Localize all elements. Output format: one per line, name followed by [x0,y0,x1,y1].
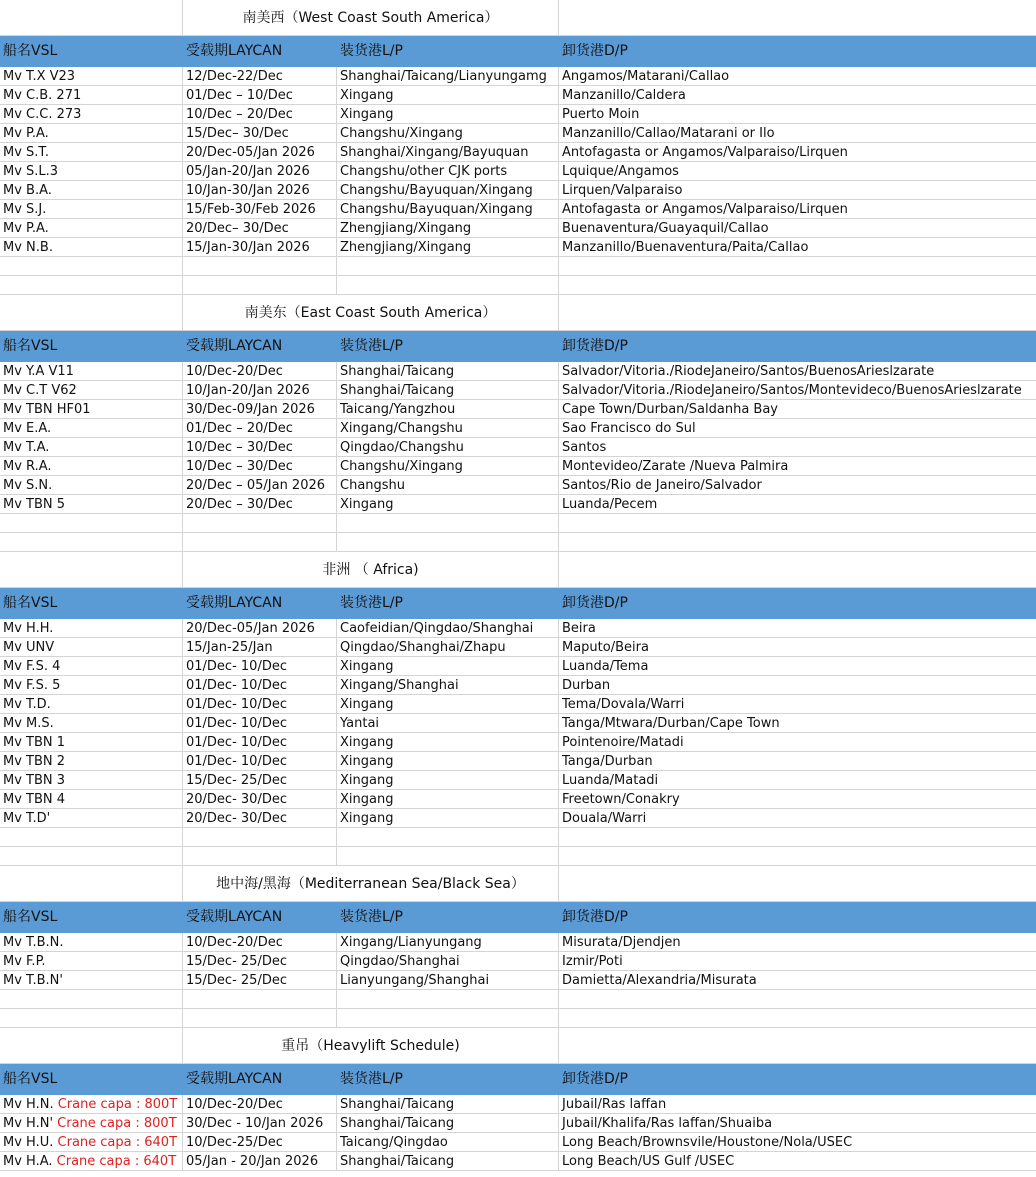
empty-cell [0,533,183,552]
laycan-cell: 20/Dec– 30/Dec [183,219,337,238]
empty-cell [0,1028,183,1064]
vessel-cell: Mv H.N. Crane capa : 800T [0,1095,183,1114]
table-row [0,714,1036,733]
empty-cell [559,514,1036,533]
column-header: 卸货港D/P [559,588,1036,619]
empty-cell [337,533,559,552]
vessel-cell: Mv F.S. 5 [0,676,183,695]
loading-port-cell: Xingang [337,105,559,124]
table-row [0,457,1036,476]
table-row [0,438,1036,457]
section-title-row [0,1028,1036,1064]
vessel-cell: Mv TBN 5 [0,495,183,514]
laycan-cell: 30/Dec-09/Jan 2026 [183,400,337,419]
table-header-row [0,36,1036,67]
laycan-cell: 12/Dec-22/Dec [183,67,337,86]
empty-cell [337,514,559,533]
vessel-cell: Mv B.A. [0,181,183,200]
loading-port-cell: Xingang [337,495,559,514]
section-title-row [0,295,1036,331]
empty-cell [337,847,559,866]
vessel-cell: Mv UNV [0,638,183,657]
table-row [0,790,1036,809]
vessel-cell: Mv F.P. [0,952,183,971]
discharge-port-cell: Luanda/Matadi [559,771,1036,790]
loading-port-cell: Changshu/Xingang [337,457,559,476]
column-header: 装货港L/P [337,588,559,619]
loading-port-cell: Xingang [337,790,559,809]
laycan-cell: 10/Dec – 20/Dec [183,105,337,124]
empty-cell [559,533,1036,552]
discharge-port-cell: Santos/Rio de Janeiro/Salvador [559,476,1036,495]
empty-cell [559,552,1036,588]
table-row [0,933,1036,952]
vessel-cell: Mv P.A. [0,219,183,238]
loading-port-cell: Zhengjiang/Xingang [337,219,559,238]
discharge-port-cell: Salvador/Vitoria./RiodeJaneiro/Santos/BuenosArieslzarate [559,362,1036,381]
vessel-cell: Mv TBN 1 [0,733,183,752]
table-header-row [0,588,1036,619]
laycan-cell: 01/Dec – 20/Dec [183,419,337,438]
empty-cell [0,552,183,588]
empty-cell [183,847,337,866]
discharge-port-cell: Antofagasta or Angamos/Valparaiso/Lirquen [559,143,1036,162]
loading-port-cell: Shanghai/Taicang [337,381,559,400]
vessel-cell: Mv T.X V23 [0,67,183,86]
column-header: 受载期LAYCAN [183,36,337,67]
empty-cell [0,828,183,847]
table-row [0,952,1036,971]
loading-port-cell: Shanghai/Taicang [337,362,559,381]
laycan-cell: 10/Jan-30/Jan 2026 [183,181,337,200]
vessel-cell: Mv M.S. [0,714,183,733]
laycan-cell: 15/Dec– 30/Dec [183,124,337,143]
table-row [0,476,1036,495]
laycan-cell: 01/Dec- 10/Dec [183,676,337,695]
empty-cell [183,276,337,295]
discharge-port-cell: Long Beach/US Gulf /USEC [559,1152,1036,1171]
section-title: 南美东（East Coast South America） [183,295,559,331]
empty-cell [0,847,183,866]
discharge-port-cell: Freetown/Conakry [559,790,1036,809]
loading-port-cell: Xingang/Shanghai [337,676,559,695]
empty-cell [559,1028,1036,1064]
table-row [0,67,1036,86]
empty-cell [183,514,337,533]
column-header: 卸货港D/P [559,331,1036,362]
table-row [0,105,1036,124]
loading-port-cell: Xingang [337,657,559,676]
table-row [0,676,1036,695]
loading-port-cell: Xingang [337,771,559,790]
laycan-cell: 01/Dec- 10/Dec [183,733,337,752]
section-title: 地中海/黑海（Mediterranean Sea/Black Sea） [183,866,559,902]
empty-row [0,257,1036,276]
vessel-cell: Mv TBN 3 [0,771,183,790]
discharge-port-cell: Montevideo/Zarate /Nueva Palmira [559,457,1036,476]
empty-cell [559,1009,1036,1028]
table-row [0,143,1036,162]
empty-cell [559,866,1036,902]
table-row [0,400,1036,419]
table-row [0,809,1036,828]
loading-port-cell: Qingdao/Changshu [337,438,559,457]
discharge-port-cell: Salvador/Vitoria./RiodeJaneiro/Santos/Montevideco/BuenosArieslzarate [559,381,1036,400]
empty-cell [0,295,183,331]
vessel-cell: Mv TBN HF01 [0,400,183,419]
column-header: 受载期LAYCAN [183,902,337,933]
table-row [0,381,1036,400]
discharge-port-cell: Lirquen/Valparaiso [559,181,1036,200]
vessel-cell: Mv E.A. [0,419,183,438]
empty-cell [0,276,183,295]
empty-cell [0,1009,183,1028]
table-row [0,619,1036,638]
table-row [0,162,1036,181]
laycan-cell: 20/Dec- 30/Dec [183,809,337,828]
table-row [0,771,1036,790]
empty-cell [559,990,1036,1009]
vessel-cell: Mv C.T V62 [0,381,183,400]
loading-port-cell: Shanghai/Taicang/Lianyungamg [337,67,559,86]
vessel-cell: Mv C.B. 271 [0,86,183,105]
discharge-port-cell: Jubail/Ras laffan [559,1095,1036,1114]
column-header: 卸货港D/P [559,902,1036,933]
loading-port-cell: Qingdao/Shanghai/Zhapu [337,638,559,657]
section-title: 非洲 （ Africa) [183,552,559,588]
column-header: 船名VSL [0,588,183,619]
laycan-cell: 30/Dec - 10/Jan 2026 [183,1114,337,1133]
section-title-row [0,0,1036,36]
loading-port-cell: Xingang/Lianyungang [337,933,559,952]
empty-cell [0,514,183,533]
vessel-cell: Mv T.B.N' [0,971,183,990]
empty-cell [0,866,183,902]
discharge-port-cell: Luanda/Tema [559,657,1036,676]
loading-port-cell: Xingang [337,86,559,105]
empty-row [0,514,1036,533]
discharge-port-cell: Douala/Warri [559,809,1036,828]
table-row [0,638,1036,657]
section-title: 南美西（West Coast South America） [183,0,559,36]
empty-cell [337,276,559,295]
loading-port-cell: Shanghai/Taicang [337,1095,559,1114]
column-header: 受载期LAYCAN [183,1064,337,1095]
table-row [0,1114,1036,1133]
empty-cell [0,257,183,276]
empty-row [0,828,1036,847]
laycan-cell: 15/Jan-30/Jan 2026 [183,238,337,257]
column-header: 装货港L/P [337,1064,559,1095]
table-row [0,181,1036,200]
laycan-cell: 20/Dec – 30/Dec [183,495,337,514]
discharge-port-cell: Durban [559,676,1036,695]
discharge-port-cell: Tanga/Mtwara/Durban/Cape Town [559,714,1036,733]
empty-cell [559,276,1036,295]
loading-port-cell: Taicang/Yangzhou [337,400,559,419]
laycan-cell: 05/Jan - 20/Jan 2026 [183,1152,337,1171]
loading-port-cell: Changshu/Xingang [337,124,559,143]
vessel-cell: Mv P.A. [0,124,183,143]
empty-row [0,276,1036,295]
loading-port-cell: Zhengjiang/Xingang [337,238,559,257]
empty-cell [0,990,183,1009]
column-header: 装货港L/P [337,902,559,933]
vessel-cell: Mv T.A. [0,438,183,457]
table-header-row [0,1064,1036,1095]
vessel-cell: Mv C.C. 273 [0,105,183,124]
laycan-cell: 20/Dec-05/Jan 2026 [183,143,337,162]
discharge-port-cell: Puerto Moin [559,105,1036,124]
empty-row [0,847,1036,866]
discharge-port-cell: Antofagasta or Angamos/Valparaiso/Lirquen [559,200,1036,219]
vessel-cell: Mv T.D' [0,809,183,828]
discharge-port-cell: Manzanillo/Buenaventura/Paita/Callao [559,238,1036,257]
vessel-cell: Mv S.L.3 [0,162,183,181]
table-row [0,1095,1036,1114]
vessel-cell: Mv R.A. [0,457,183,476]
vessel-cell: Mv H.A. Crane capa : 640T [0,1152,183,1171]
discharge-port-cell: Pointenoire/Matadi [559,733,1036,752]
discharge-port-cell: Tema/Dovala/Warri [559,695,1036,714]
section-title-row [0,866,1036,902]
discharge-port-cell: Tanga/Durban [559,752,1036,771]
discharge-port-cell: Izmir/Poti [559,952,1036,971]
column-header: 船名VSL [0,331,183,362]
crane-capacity: Crane capa : 640T [57,1135,178,1150]
table-row [0,362,1036,381]
section-title-row [0,552,1036,588]
laycan-cell: 10/Dec-20/Dec [183,362,337,381]
discharge-port-cell: Luanda/Pecem [559,495,1036,514]
vessel-cell: Mv H.H. [0,619,183,638]
discharge-port-cell: Long Beach/Brownsvile/Houstone/Nola/USEC [559,1133,1036,1152]
table-row [0,695,1036,714]
loading-port-cell: Changshu [337,476,559,495]
vessel-cell: Mv TBN 4 [0,790,183,809]
laycan-cell: 01/Dec – 10/Dec [183,86,337,105]
loading-port-cell: Changshu/other CJK ports [337,162,559,181]
vessel-cell: Mv TBN 2 [0,752,183,771]
laycan-cell: 10/Dec – 30/Dec [183,457,337,476]
laycan-cell: 20/Dec- 30/Dec [183,790,337,809]
empty-cell [559,0,1036,36]
laycan-cell: 15/Feb-30/Feb 2026 [183,200,337,219]
table-row [0,124,1036,143]
loading-port-cell: Shanghai/Taicang [337,1114,559,1133]
table-row [0,86,1036,105]
table-header-row [0,331,1036,362]
empty-cell [559,257,1036,276]
vessel-cell: Mv T.D. [0,695,183,714]
laycan-cell: 10/Dec-25/Dec [183,1133,337,1152]
empty-cell [337,828,559,847]
table-row [0,752,1036,771]
empty-cell [337,257,559,276]
vessel-cell: Mv S.N. [0,476,183,495]
table-row [0,657,1036,676]
laycan-cell: 10/Jan-20/Jan 2026 [183,381,337,400]
vessel-cell: Mv S.J. [0,200,183,219]
table-row [0,1152,1036,1171]
empty-cell [0,0,183,36]
vessel-cell: Mv F.S. 4 [0,657,183,676]
loading-port-cell: Taicang/Qingdao [337,1133,559,1152]
empty-cell [183,990,337,1009]
laycan-cell: 10/Dec-20/Dec [183,1095,337,1114]
column-header: 船名VSL [0,36,183,67]
loading-port-cell: Changshu/Bayuquan/Xingang [337,200,559,219]
vessel-cell: Mv S.T. [0,143,183,162]
crane-capacity: Crane capa : 800T [57,1116,177,1131]
loading-port-cell: Qingdao/Shanghai [337,952,559,971]
loading-port-cell: Caofeidian/Qingdao/Shanghai [337,619,559,638]
column-header: 卸货港D/P [559,36,1036,67]
table-header-row [0,902,1036,933]
column-header: 受载期LAYCAN [183,331,337,362]
loading-port-cell: Xingang [337,733,559,752]
laycan-cell: 15/Dec- 25/Dec [183,971,337,990]
laycan-cell: 10/Dec – 30/Dec [183,438,337,457]
column-header: 装货港L/P [337,36,559,67]
column-header: 装货港L/P [337,331,559,362]
column-header: 船名VSL [0,902,183,933]
empty-cell [559,295,1036,331]
laycan-cell: 01/Dec- 10/Dec [183,695,337,714]
empty-cell [337,1009,559,1028]
empty-cell [183,533,337,552]
empty-cell [183,828,337,847]
crane-capacity: Crane capa : 800T [57,1097,178,1112]
discharge-port-cell: Santos [559,438,1036,457]
laycan-cell: 10/Dec-20/Dec [183,933,337,952]
vessel-cell: Mv Y.A V11 [0,362,183,381]
empty-row [0,533,1036,552]
table-row [0,238,1036,257]
vessel-cell: Mv T.B.N. [0,933,183,952]
laycan-cell: 20/Dec-05/Jan 2026 [183,619,337,638]
discharge-port-cell: Manzanillo/Caldera [559,86,1036,105]
loading-port-cell: Changshu/Bayuquan/Xingang [337,181,559,200]
laycan-cell: 15/Dec- 25/Dec [183,952,337,971]
empty-cell [559,828,1036,847]
loading-port-cell: Shanghai/Taicang [337,1152,559,1171]
discharge-port-cell: Buenaventura/Guayaquil/Callao [559,219,1036,238]
column-header: 卸货港D/P [559,1064,1036,1095]
section-title: 重吊（Heavylift Schedule) [183,1028,559,1064]
table-row [0,419,1036,438]
loading-port-cell: Lianyungang/Shanghai [337,971,559,990]
loading-port-cell: Xingang/Changshu [337,419,559,438]
loading-port-cell: Xingang [337,809,559,828]
laycan-cell: 01/Dec- 10/Dec [183,657,337,676]
laycan-cell: 05/Jan-20/Jan 2026 [183,162,337,181]
empty-cell [337,990,559,1009]
discharge-port-cell: Angamos/Matarani/Callao [559,67,1036,86]
empty-cell [183,1009,337,1028]
discharge-port-cell: Damietta/Alexandria/Misurata [559,971,1036,990]
table-row [0,971,1036,990]
discharge-port-cell: Cape Town/Durban/Saldanha Bay [559,400,1036,419]
table-row [0,219,1036,238]
vessel-cell: Mv N.B. [0,238,183,257]
table-row [0,733,1036,752]
loading-port-cell: Yantai [337,714,559,733]
empty-cell [183,257,337,276]
column-header: 受载期LAYCAN [183,588,337,619]
discharge-port-cell: Beira [559,619,1036,638]
empty-row [0,1009,1036,1028]
discharge-port-cell: Maputo/Beira [559,638,1036,657]
vessel-cell: Mv H.U. Crane capa : 640T [0,1133,183,1152]
laycan-cell: 15/Jan-25/Jan [183,638,337,657]
discharge-port-cell: Lquique/Angamos [559,162,1036,181]
table-row [0,1133,1036,1152]
loading-port-cell: Xingang [337,752,559,771]
vessel-cell: Mv H.N' Crane capa : 800T [0,1114,183,1133]
table-row [0,495,1036,514]
empty-cell [559,847,1036,866]
empty-row [0,990,1036,1009]
laycan-cell: 15/Dec- 25/Dec [183,771,337,790]
discharge-port-cell: Misurata/Djendjen [559,933,1036,952]
discharge-port-cell: Sao Francisco do Sul [559,419,1036,438]
laycan-cell: 01/Dec- 10/Dec [183,752,337,771]
laycan-cell: 01/Dec- 10/Dec [183,714,337,733]
column-header: 船名VSL [0,1064,183,1095]
discharge-port-cell: Manzanillo/Callao/Matarani or Ilo [559,124,1036,143]
loading-port-cell: Xingang [337,695,559,714]
loading-port-cell: Shanghai/Xingang/Bayuquan [337,143,559,162]
discharge-port-cell: Jubail/Khalifa/Ras laffan/Shuaiba [559,1114,1036,1133]
crane-capacity: Crane capa : 640T [56,1154,177,1169]
laycan-cell: 20/Dec – 05/Jan 2026 [183,476,337,495]
table-row [0,200,1036,219]
